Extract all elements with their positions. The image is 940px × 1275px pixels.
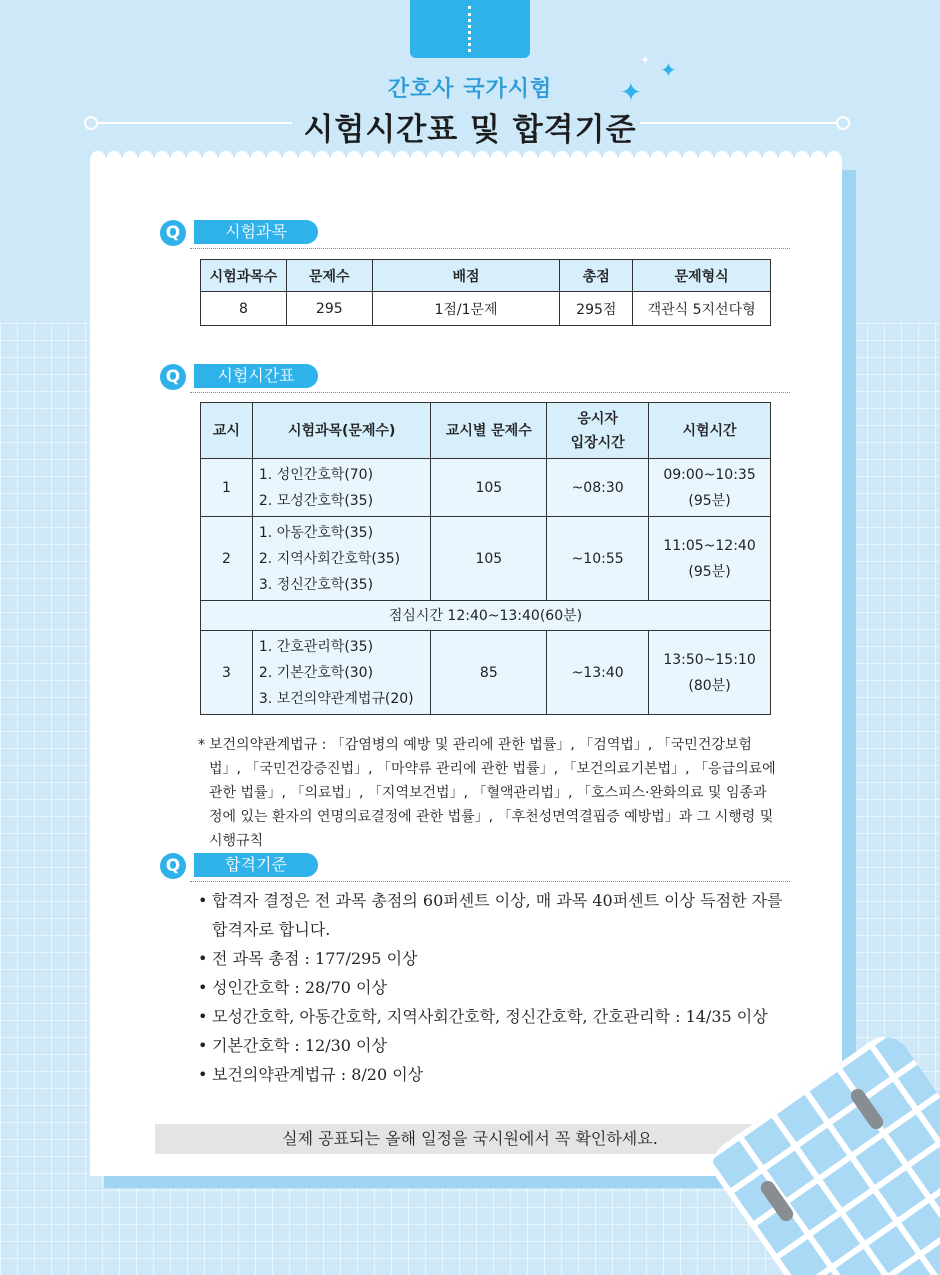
duration: (95분) xyxy=(688,492,731,509)
table-header-cell: 문제수 xyxy=(286,260,372,292)
table-row xyxy=(201,517,771,601)
subjects-cell xyxy=(252,517,431,601)
entry-cell: ~13:40 xyxy=(547,631,649,715)
list-item xyxy=(198,944,798,973)
table-header-cell: 시험과목(문제수) xyxy=(252,403,431,459)
count-cell: 105 xyxy=(431,517,547,601)
header-dot-left xyxy=(84,116,98,130)
time-cell xyxy=(649,517,771,601)
table-header-cell: 교시 xyxy=(201,403,253,459)
lunch-cell: 점심시간 12:40~13:40(60분) xyxy=(201,601,771,631)
count-cell: 105 xyxy=(431,459,547,517)
table-row xyxy=(201,459,771,517)
subject-line: 1. 아동간호학(35) xyxy=(258,524,374,541)
header-divider-right xyxy=(640,122,840,124)
count-cell: 85 xyxy=(431,631,547,715)
dotted-divider xyxy=(190,392,790,393)
criteria-text: 보건의약관계법규 : 8/20 이상 xyxy=(212,1065,424,1084)
section-label: 시험시간표 xyxy=(194,364,318,388)
bullet: • xyxy=(198,978,208,997)
table-header-row xyxy=(201,260,771,292)
sparkle-icon: ✦ xyxy=(620,78,642,108)
table-header-cell: 시험과목수 xyxy=(201,260,287,292)
table-header-cell: 총점 xyxy=(560,260,633,292)
criteria-text: 전 과목 총점 : 177/295 이상 xyxy=(212,949,418,968)
table-header-cell: 교시별 문제수 xyxy=(431,403,547,459)
bullet: • xyxy=(198,1036,208,1055)
section-criteria-heading xyxy=(160,851,790,881)
subject-line: 3. 보건의약관계법규(20) xyxy=(258,690,414,707)
table-header-cell xyxy=(547,403,649,459)
table-cell: 295점 xyxy=(560,292,633,326)
law-footnote xyxy=(198,733,778,853)
time-cell xyxy=(649,459,771,517)
time-range: 09:00~10:35 xyxy=(663,466,756,483)
subject-line: 2. 모성간호학(35) xyxy=(258,492,374,509)
table-header-cell: 문제형식 xyxy=(633,260,771,292)
entry-cell: ~08:30 xyxy=(547,459,649,517)
duration: (95분) xyxy=(688,563,731,580)
subject-line: 2. 지역사회간호학(35) xyxy=(258,550,401,567)
footnote-text: 보건의약관계법규 : 「감염병의 예방 및 관리에 관한 법률」, 「검역법」, 「국민건강보험법」, 「국민건강증진법」, 「마약류 관리에 관한 법률」, 「보건의료기본법」, 「응급의료에 관한 법률」, 「의료법」, 「지역보건법」, 「혈액관리법」, 「호스피스·완화의료 및 임종과정에 있는 환자의 연명의료결정에 관한 법률」, 「후천성면역결핍증 예방법」과 그 시행령 및 시행규칙 xyxy=(209,737,776,849)
list-item xyxy=(198,886,798,944)
period-cell: 2 xyxy=(201,517,253,601)
table-header-cell: 배점 xyxy=(372,260,560,292)
entry-header-line1: 응시자 xyxy=(577,410,618,427)
q-icon: Q xyxy=(160,853,186,879)
header-divider-left xyxy=(96,122,292,124)
bullet: • xyxy=(198,891,208,910)
duration: (80분) xyxy=(688,677,731,694)
table-cell: 8 xyxy=(201,292,287,326)
subject-line: 1. 성인간호학(70) xyxy=(258,466,374,483)
criteria-text: 성인간호학 : 28/70 이상 xyxy=(212,978,387,997)
criteria-text: 모성간호학, 아동간호학, 지역사회간호학, 정신간호학, 간호관리학 : 14/35 이상 xyxy=(212,1007,768,1026)
criteria-text: 기본간호학 : 12/30 이상 xyxy=(212,1036,387,1055)
table-header-cell: 시험시간 xyxy=(649,403,771,459)
period-cell: 1 xyxy=(201,459,253,517)
subjects-cell xyxy=(252,631,431,715)
list-item xyxy=(198,1060,798,1089)
table-cell: 295 xyxy=(286,292,372,326)
subject-line: 1. 간호관리학(35) xyxy=(258,638,374,655)
subjects-cell xyxy=(252,459,431,517)
sparkle-icon: ✦ xyxy=(660,58,677,82)
sparkle-icon: ✦ xyxy=(640,53,651,67)
table-cell: 객관식 5지선다형 xyxy=(633,292,771,326)
subject-line: 3. 정신간호학(35) xyxy=(258,576,374,593)
bullet: • xyxy=(198,1065,208,1084)
dotted-divider xyxy=(190,881,790,882)
time-range: 11:05~12:40 xyxy=(663,537,756,554)
q-icon: Q xyxy=(160,220,186,246)
entry-cell: ~10:55 xyxy=(547,517,649,601)
bullet: • xyxy=(198,949,208,968)
criteria-text: 합격자 결정은 전 과목 총점의 60퍼센트 이상, 매 과목 40퍼센트 이상 득점한 자를 합격자로 합니다. xyxy=(212,891,783,939)
bookmark-tab xyxy=(410,0,530,58)
dotted-divider xyxy=(190,248,790,249)
schedule-table xyxy=(200,402,771,715)
header-dot-right xyxy=(836,116,850,130)
section-label: 합격기준 xyxy=(194,853,318,877)
section-schedule-heading xyxy=(160,362,790,392)
paper-scalloped-edge xyxy=(90,150,842,166)
bullet: • xyxy=(198,1007,208,1026)
footnote-marker: * xyxy=(198,737,205,753)
table-row xyxy=(201,292,771,326)
subject-line: 2. 기본간호학(30) xyxy=(258,664,374,681)
list-item xyxy=(198,973,798,1002)
q-icon: Q xyxy=(160,364,186,390)
entry-header-line2: 입장시간 xyxy=(570,434,625,451)
footer-notice: 실제 공표되는 올해 일정을 국시원에서 꼭 확인하세요. xyxy=(155,1124,785,1154)
criteria-list xyxy=(198,886,798,1089)
time-range: 13:50~15:10 xyxy=(663,651,756,668)
subject-table xyxy=(200,259,771,326)
time-cell xyxy=(649,631,771,715)
table-header-row xyxy=(201,403,771,459)
list-item xyxy=(198,1031,798,1060)
list-item xyxy=(198,1002,798,1031)
page-title: 시험시간표 및 합격기준 xyxy=(303,112,637,148)
page-subtitle: 간호사 국가시험 xyxy=(387,77,553,102)
section-subjects-heading xyxy=(160,218,790,248)
table-cell: 1점/1문제 xyxy=(372,292,560,326)
table-row xyxy=(201,631,771,715)
lunch-row xyxy=(201,601,771,631)
section-label: 시험과목 xyxy=(194,220,318,244)
period-cell: 3 xyxy=(201,631,253,715)
